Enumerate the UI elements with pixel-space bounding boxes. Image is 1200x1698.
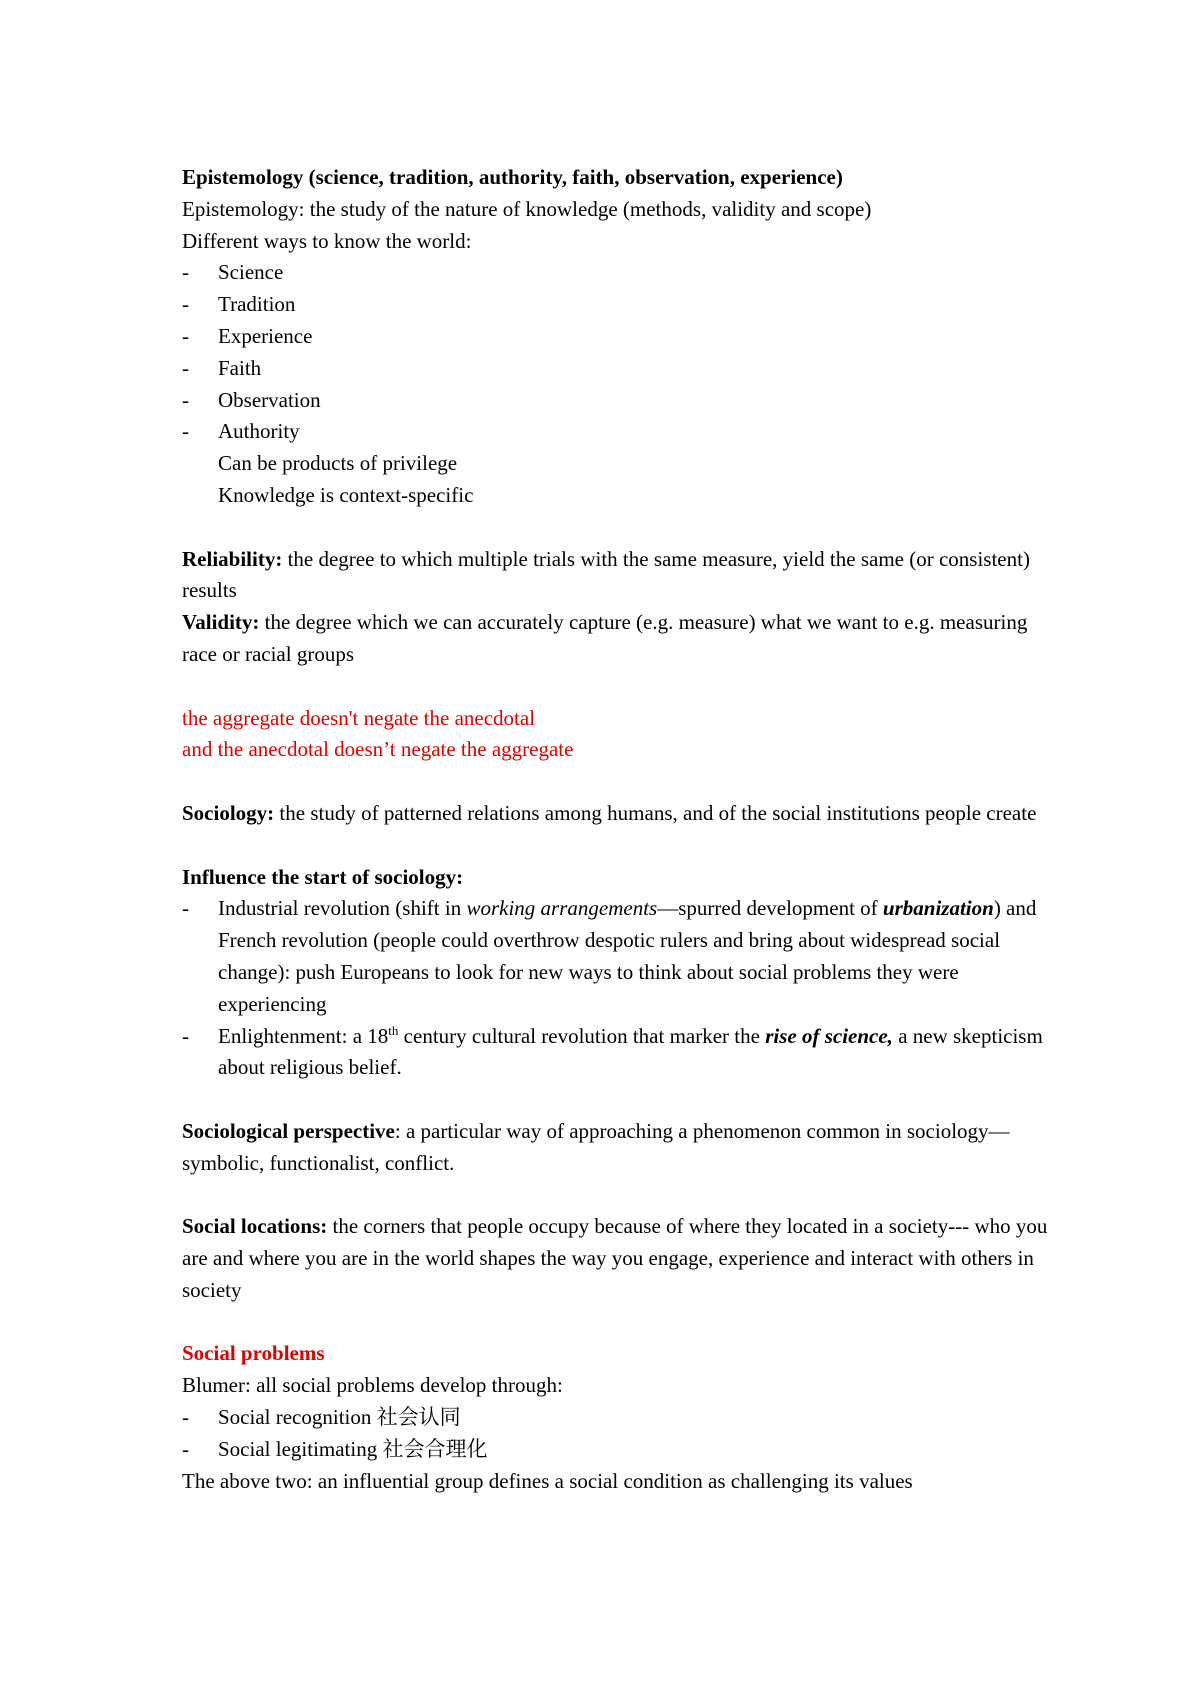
- list-item: [182, 1021, 1052, 1085]
- influence-item2-part2: century cultural revolution that marker the: [398, 1023, 766, 1048]
- rise-of-science-emphasis: rise of science,: [765, 1023, 893, 1048]
- spacer: [182, 671, 1052, 703]
- influence-item2-part3: a new skepticism about religious belief.: [218, 1023, 1043, 1080]
- list-item: - Tradition: [182, 289, 1052, 321]
- superscript: th: [388, 1022, 399, 1038]
- list-item: - Faith: [182, 353, 1052, 385]
- spacer: [182, 1180, 1052, 1212]
- spacer: [182, 1307, 1052, 1339]
- influence-item1-part1: Industrial revolution (shift in: [218, 896, 467, 921]
- influence-item1-part3: ) and French revolution (people could overthrow despotic rulers and bring about widespread social change): push Europeans to look for new ways to think about social problems they were experiencing: [218, 896, 1037, 1016]
- sociology-text: the study of patterned relations among humans, and of the social institutions people create: [274, 800, 1037, 825]
- spacer: [182, 766, 1052, 798]
- sociology-paragraph: [182, 798, 1052, 830]
- working-arrangements-emphasis: working arrangements: [466, 896, 658, 921]
- validity-term: Validity:: [182, 610, 260, 635]
- sociology-term: Sociology:: [182, 800, 275, 825]
- blumer-intro: Blumer: all social problems develop through:: [182, 1373, 563, 1398]
- social-problems-list: [182, 1402, 1052, 1466]
- reliability-term: Reliability:: [182, 546, 283, 571]
- ways-intro: Different ways to know the world:: [182, 228, 472, 253]
- context-note: Knowledge is context-specific: [218, 482, 474, 507]
- list-item: - Observation: [182, 385, 1052, 417]
- list-item: - Science: [182, 257, 1052, 289]
- document-page: [182, 162, 1052, 1497]
- influence-heading: Influence the start of sociology:: [182, 864, 464, 889]
- locations-paragraph: [182, 1211, 1052, 1306]
- urbanization-emphasis: urbanization: [882, 896, 994, 921]
- list-item: - Authority: [182, 416, 1052, 448]
- epistemology-heading: Epistemology (science, tradition, authority, faith, observation, experience): [182, 165, 843, 189]
- perspective-paragraph: [182, 1116, 1052, 1180]
- influence-item1-part2: —spurred development of: [657, 896, 883, 921]
- list-item: - Social recognition 社会认同: [182, 1402, 1052, 1434]
- list-item: - Social legitimating 社会合理化: [182, 1434, 1052, 1466]
- epistemology-definition: Epistemology: the study of the nature of knowledge (methods, validity and scope): [182, 196, 872, 221]
- reliability-text: the degree to which multiple trials with the same measure, yield the same (or consistent) results: [182, 546, 1030, 603]
- spacer: [182, 830, 1052, 862]
- influence-list: [182, 893, 1052, 1084]
- locations-term: Social locations:: [182, 1214, 328, 1239]
- influence-item2-part1: Enlightenment: a 18: [218, 1023, 389, 1048]
- aggregate-line-2: and the anecdotal doesn’t negate the aggregate: [182, 737, 574, 762]
- perspective-text: : a particular way of approaching a phenomenon common in sociology—symbolic, functionalist, conflict.: [182, 1118, 1010, 1175]
- list-item: - Experience: [182, 321, 1052, 353]
- validity-text: the degree which we can accurately capture (e.g. measure) what we want to e.g. measuring race or racial groups: [182, 610, 1028, 666]
- aggregate-line-1: the aggregate doesn't negate the anecdotal: [182, 705, 536, 730]
- perspective-term: Sociological perspective: [182, 1118, 395, 1143]
- list-item: [182, 893, 1052, 1020]
- privilege-note: Can be products of privilege: [218, 451, 458, 476]
- spacer: [182, 1084, 1052, 1116]
- social-problems-heading: Social problems: [182, 1341, 325, 1366]
- ways-list: [182, 257, 1052, 448]
- validity-paragraph: [182, 607, 1052, 671]
- spacer: [182, 512, 1052, 544]
- locations-text: the corners that people occupy because of where they located in a society--- who you are and where you are in the world shapes the way you engage, experience and interact with others in society: [182, 1214, 1048, 1302]
- reliability-paragraph: [182, 544, 1052, 608]
- social-problems-conclusion: The above two: an influential group defines a social condition as challenging its values: [182, 1468, 913, 1493]
